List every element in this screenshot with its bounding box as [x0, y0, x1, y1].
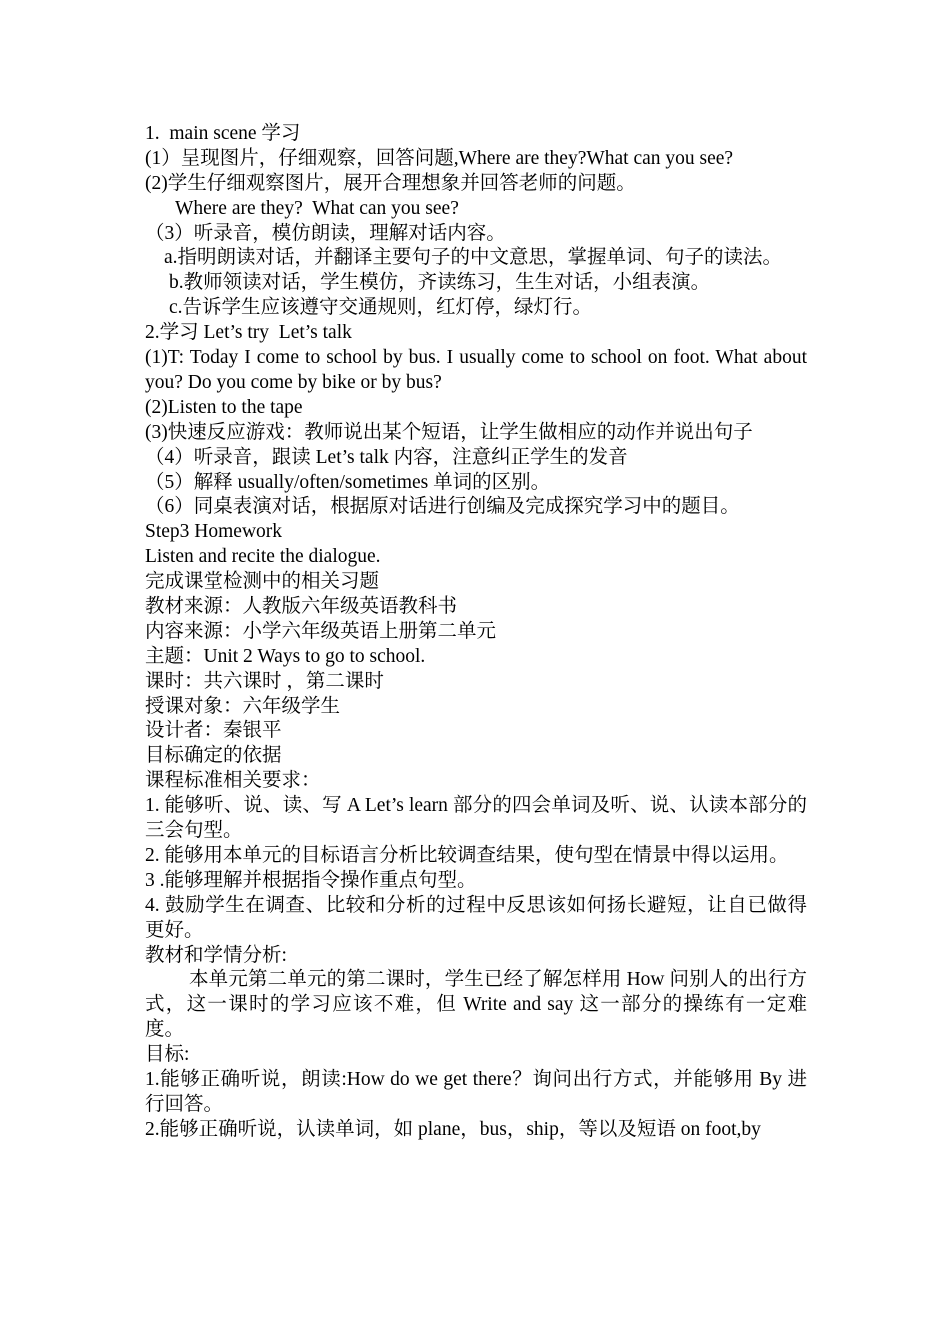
step-3a: a.指明朗读对话，并翻译主要句子的中文意思，掌握单词、句子的读法。: [164, 247, 783, 269]
step-2-observe-picture: (2)学生仔细观察图片，展开合理想象并回答老师的问题。: [145, 172, 636, 194]
objective-2: 2.能够正确听说，认读单词，如 plane，bus，ship，等以及短语 on foot,by: [145, 1118, 761, 1140]
step-1-show-picture: (1）呈现图片，仔细观察，回答问题,Where are they?What can you see?: [145, 147, 734, 169]
document-page: [145, 122, 807, 1143]
homework-item-2: 完成课堂检测中的相关习题: [145, 571, 380, 593]
requirement-2: 2. 能够用本单元的目标语言分析比较调查结果，使句型在情景中得以运用。: [145, 844, 789, 866]
objectives-heading: 目标:: [145, 1044, 190, 1066]
step-3b: b.教师领读对话，学生模仿，齐读练习，生生对话，小组表演。: [169, 272, 711, 294]
objective-1: 1.能够正确听说，朗读:How do we get there？询问出行方式，并能够用 By 进行回答。: [145, 1069, 807, 1115]
lesson-hours: 课时：共六课时 ，第二课时: [145, 670, 384, 692]
talk-step-6: （6）同桌表演对话，根据原对话进行创编及完成探究学习中的题目。: [145, 496, 740, 518]
homework-item-1: Listen and recite the dialogue.: [145, 546, 381, 568]
talk-step-5: （5）解释 usually/often/sometimes 单词的区别。: [145, 471, 551, 493]
homework-heading: Step3 Homework: [145, 521, 283, 543]
talk-step-4: （4）听录音，跟读 Let’s talk 内容，注意纠正学生的发音: [145, 446, 628, 468]
step-3c: c.告诉学生应该遵守交通规则，红灯停，绿灯行。: [169, 297, 593, 319]
analysis-paragraph: 本单元第二单元的第二课时，学生已经了解怎样用 How 问别人的出行方式，这一课时的学习应该不难，但 Write and say 这一部分的操练有一定难度。: [145, 969, 807, 1041]
talk-step-3: (3)快速反应游戏：教师说出某个短语，让学生做相应的动作并说出句子: [145, 421, 753, 443]
section-heading-lets-try: 2.学习 Let’s try Let’s talk: [145, 322, 352, 344]
section-heading-main-scene: 1. main scene 学习: [145, 123, 301, 144]
analysis-heading: 教材和学情分析:: [145, 944, 287, 966]
designer: 设计者：秦银平: [145, 720, 282, 742]
requirement-1: 1. 能够听、说、读、写 A Let’s learn 部分的四会单词及听、说、认读本部分的三会句型。: [145, 795, 807, 842]
talk-step-1: (1)T: Today I come to school by bus. I usually come to school on foot. What about you? Do you come by bike or by bus?: [145, 347, 807, 393]
step-3-listen: （3）听录音，模仿朗读，理解对话内容。: [145, 222, 506, 244]
target-students: 授课对象：六年级学生: [145, 695, 341, 717]
basis-heading: 目标确定的依据: [145, 745, 282, 767]
textbook-source: 教材来源：人教版六年级英语教科书: [145, 595, 458, 617]
content-source: 内容来源：小学六年级英语上册第二单元: [145, 620, 497, 642]
curriculum-requirements-heading: 课程标准相关要求：: [145, 770, 321, 792]
talk-step-2: (2)Listen to the tape: [145, 396, 303, 418]
topic-line: 主题：Unit 2 Ways to go to school.: [145, 645, 426, 667]
requirement-3: 3 .能够理解并根据指令操作重点句型。: [145, 869, 477, 891]
question-line: Where are they? What can you see?: [175, 197, 459, 219]
requirement-4: 4. 鼓励学生在调查、比较和分析的过程中反思该如何扬长避短，让自已做得更好。: [145, 894, 807, 941]
